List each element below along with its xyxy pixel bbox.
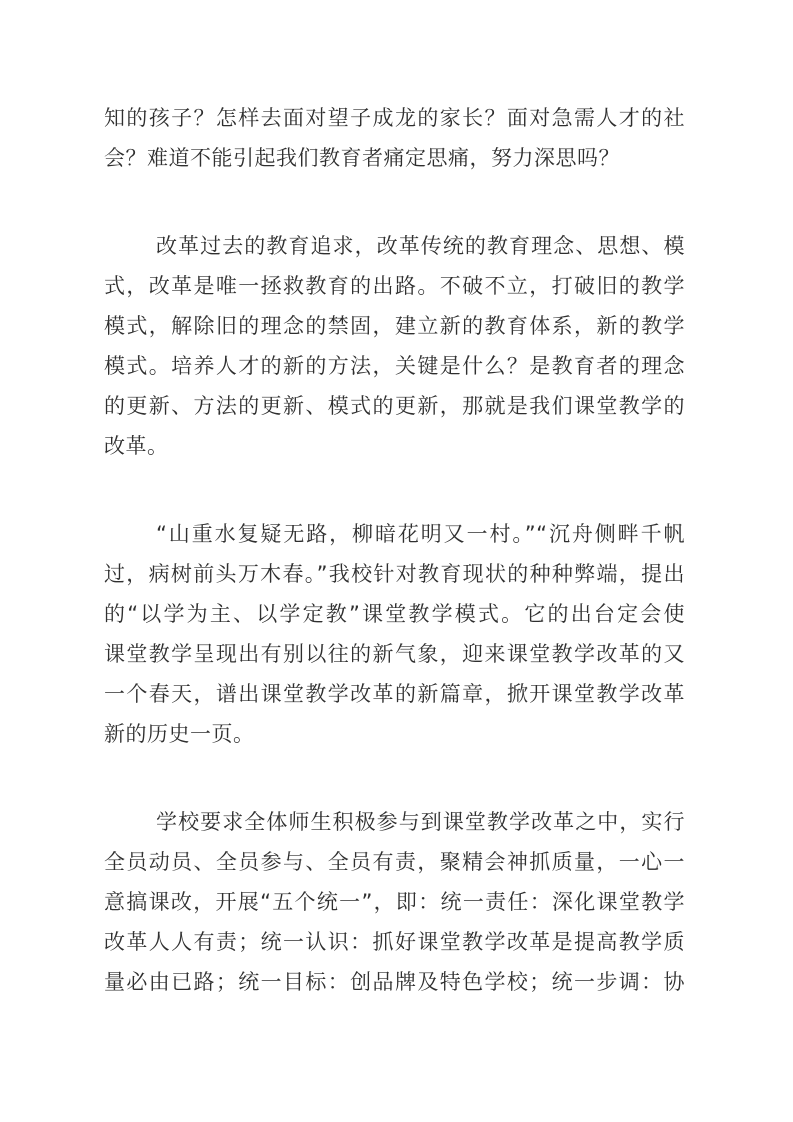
text-line: 会？难道不能引起我们教育者痛定思痛，努力深思吗？ bbox=[104, 146, 620, 170]
text-line: 模式。培养人才的新的方法，关键是什么？是教育者的理念 bbox=[104, 354, 685, 378]
paragraph bbox=[104, 514, 685, 754]
text-line: 学校要求全体师生积极参与到课堂教学改革之中，实行 bbox=[156, 810, 685, 834]
text-line: 新的历史一页。 bbox=[104, 722, 255, 746]
text-line: 课堂教学呈现出有别以往的新气象，迎来课堂教学改革的又 bbox=[104, 642, 685, 666]
text-line: 知的孩子？怎样去面对望子成龙的家长？面对急需人才的社 bbox=[104, 106, 685, 130]
text-line: 改革人人有责；统一认识：抓好课堂教学改革是提高教学质 bbox=[104, 930, 685, 954]
text-line: 改革过去的教育追求，改革传统的教育理念、思想、模 bbox=[156, 234, 685, 258]
text-line: 模式，解除旧的理念的禁固，建立新的教育体系，新的教学 bbox=[104, 314, 685, 338]
paragraph bbox=[104, 802, 685, 1002]
text-line: 的更新、方法的更新、模式的更新，那就是我们课堂教学的 bbox=[104, 394, 685, 418]
text-line: 全员动员、全员参与、全员有责，聚精会神抓质量，一心一 bbox=[104, 850, 685, 874]
text-line: 式，改革是唯一拯救教育的出路。不破不立，打破旧的教学 bbox=[104, 274, 685, 298]
paragraph bbox=[104, 226, 685, 466]
text-line: 意搞课改，开展“五个统一”，即：统一责任：深化课堂教学 bbox=[104, 890, 685, 914]
document-body bbox=[104, 98, 685, 1002]
text-line: 过，病树前头万木春。”我校针对教育现状的种种弊端，提出 bbox=[104, 562, 685, 586]
text-line: 量必由已路；统一目标：创品牌及特色学校；统一步调：协 bbox=[104, 970, 685, 994]
text-line: 一个春天，谱出课堂教学改革的新篇章，掀开课堂教学改革 bbox=[104, 682, 685, 706]
text-line: 的“以学为主、以学定教”课堂教学模式。它的出台定会使 bbox=[104, 602, 685, 626]
text-line: 改革。 bbox=[104, 434, 169, 458]
text-line: “山重水复疑无路，柳暗花明又一村。”“沉舟侧畔千帆 bbox=[156, 522, 685, 546]
paragraph bbox=[104, 98, 685, 178]
